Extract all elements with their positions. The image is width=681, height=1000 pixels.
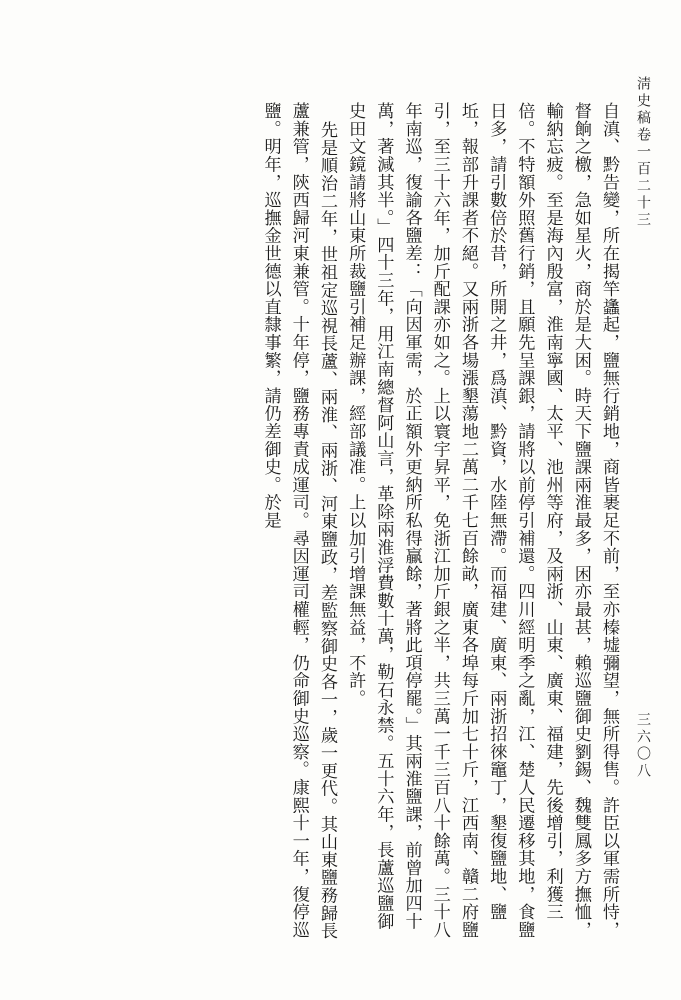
paragraph-1: 自滇、黔告變，所在揭竿蠭起，鹽無行銷地，商皆裹足不前，至亦榛墟彌望，無所得售。許臣以軍需所恃，督餉之檄，急如星火，商於是大困。時天下鹽課兩淮最多，困亦最甚，賴巡鹽御史劉錫、魏雙鳳多方撫恤，輸納忘疲。至是海內殷富，淮南寧國、太平、池州等府，及兩浙、山東、廣東、福建，先後增引，利獲三倍。不特額外照舊行銷，且願先呈課銀，請將以前停引補還。四川經明季之亂，江、楚人民遷移其地，食鹽日多，請引數倍於昔，所開之井，爲滇、黔資，水陸無滯。而福建、廣東、兩浙招徠竈丁，墾復鹽地、鹽坵，報部升課者不絕。又兩浙各場漲墾蕩地二萬二千七百餘畝，廣東各埠每斤加七十斤，江西南、贛二府鹽引，至三十六年，加斤配課亦如之。上以寰宇昇平，免浙江加斤銀之半，共三萬一千三百八十餘萬。三十八年南巡，復諭各鹽差：「向因軍需，於正額外更納所私得贏餘，著將此項停罷。」其兩淮鹽課，前曾加四十萬，著減其半。」四十三年，用江南總督阿山言，革除兩淮浮費數十萬，勒石永禁。五十六年，長蘆巡鹽御史田文鏡請將山東所裁鹽引補足辦課，經部議准。上以加引增課無益，不許。 bbox=[345, 102, 619, 939]
page-number: 三六〇八 bbox=[635, 712, 651, 780]
paragraph-2: 先是順治二年，世祖定巡視長蘆、兩淮、兩浙、河東鹽政，差監察御史各一，歲一更代。其山東鹽務歸長蘆兼管，陝西歸河東兼管。十年停，鹽務專責成運司。尋因運司權輕，仍命御史巡察。康熙十一年，復停巡鹽。明年，巡撫金世德以直隸事繁，請仍差御史。於是 bbox=[260, 102, 337, 940]
running-header: 淸史稿卷一百二十三 bbox=[635, 76, 651, 229]
body-text bbox=[256, 102, 623, 944]
